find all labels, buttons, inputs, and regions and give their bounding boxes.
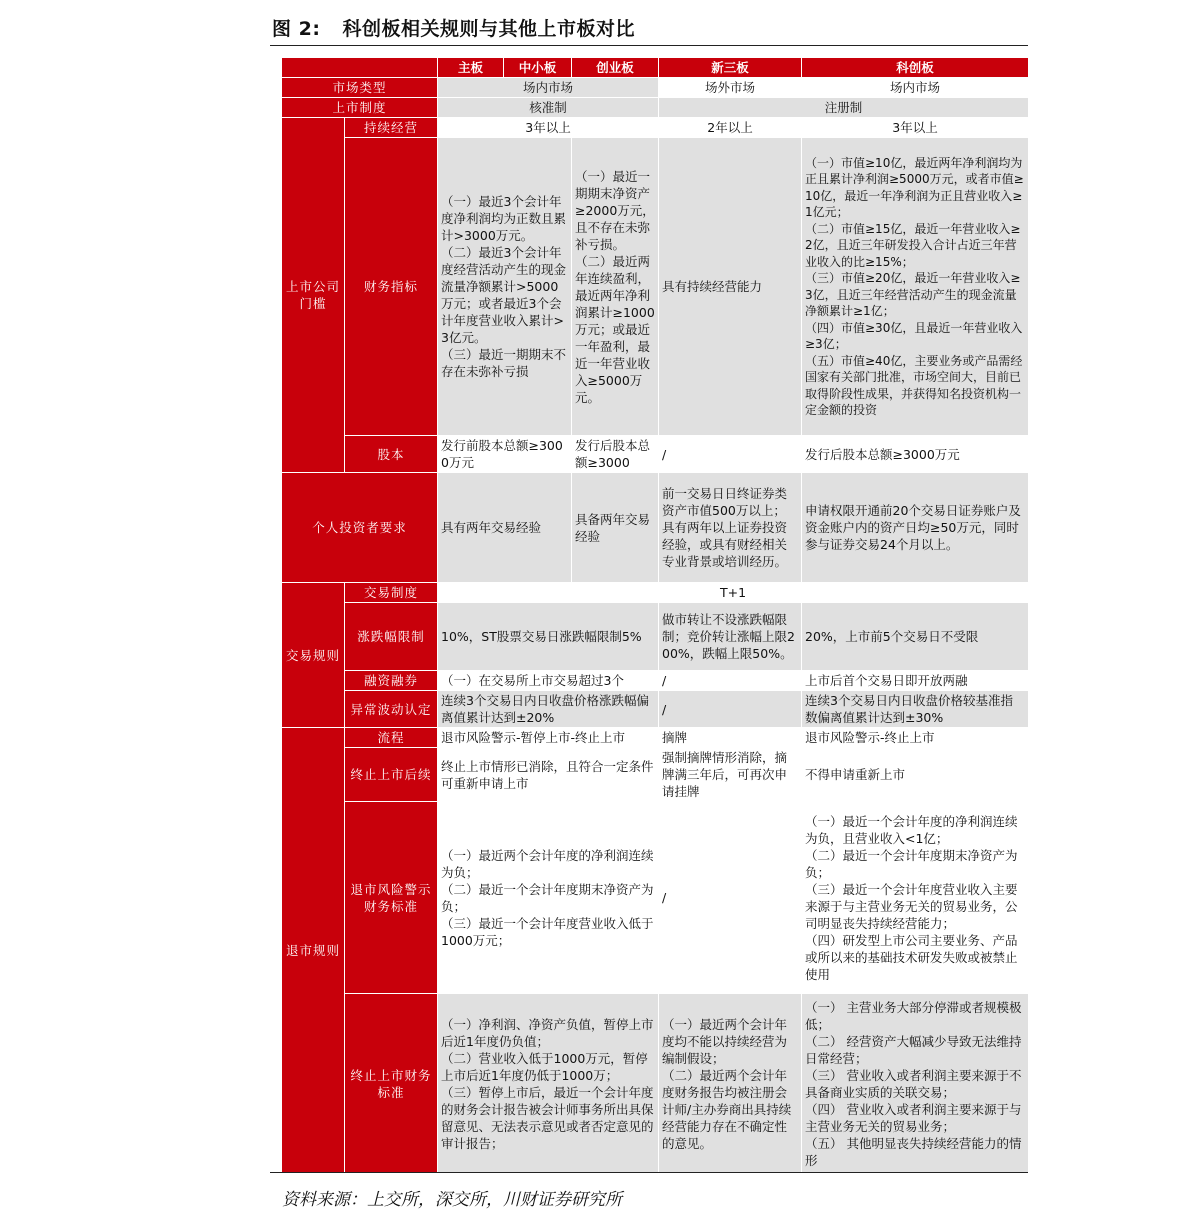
row-trading-system: [282, 583, 1029, 603]
figure-title-text: 科创板相关规则与其他上市板对比: [342, 18, 635, 40]
comparison-table: [281, 57, 1029, 1174]
cell-after-main: 终止上市情形已消除，且符合一定条件可重新申请上市: [438, 748, 659, 802]
label-price-limit: 涨跌幅限制: [345, 603, 438, 671]
cell-continuous-neeq: 2年以上: [659, 118, 802, 138]
cell-after-star: 不得申请重新上市: [802, 748, 1029, 802]
cell-listing-system-star: 注册制: [659, 98, 1029, 118]
cell-investor-star: 申请权限开通前20个交易日证券账户及资金账户内的资产日均≥50万元，同时参与证券交易24个月以上。: [802, 473, 1029, 583]
cell-investor-neeq: 前一交易日日终证券类资产市值500万以上；具有两年以上证券投资经验，或具有财经相关专业背景或培训经历。: [659, 473, 802, 583]
row-after-termination: [282, 748, 1029, 802]
cell-continuous-main: 3年以上: [438, 118, 659, 138]
row-termination-financial: [282, 994, 1029, 1174]
row-risk-warning: [282, 802, 1029, 994]
cell-financial-gem: （一）最近一期期末净资产≥2000万元，且不存在未弥补亏损。 （二）最近两年连续盈利，最近两年净利润累计≥1000万元；或最近一年盈利，最近一年营业收入≥5000万元。: [572, 138, 659, 436]
row-investor: [282, 473, 1029, 583]
label-listing-system: 上市制度: [282, 98, 438, 118]
cell-investor-main: 具有两年交易经验: [438, 473, 572, 583]
label-risk-warning: 退市风险警示财务标准: [345, 802, 438, 994]
label-threshold-group: 上市公司门槛: [282, 118, 345, 473]
cell-financial-star: （一）市值≥10亿，最近两年净利润均为正且累计净利润≥5000万元，或者市值≥10亿，最近一年净利润为正且营业收入≥1亿元； （二）市值≥15亿，最近一年营业收入≥2亿，且近三年研发投入合计占近三年营业收入的比≥15%； （三）市值≥20亿，最近一年营业收入≥3亿，且近三年经营活动产生的现金流量净额累计≥1亿； （四）市值≥30亿，且最近一年营业收入≥3亿； （五）市值≥40亿，主要业务或产品需经国家有关部门批准，市场空间大，目前已取得阶段性成果，并获得知名投资机构一定金额的投资: [802, 138, 1029, 436]
row-process: [282, 728, 1029, 748]
figure-number: 图 2:: [272, 18, 321, 40]
label-after-termination: 终止上市后续: [345, 748, 438, 802]
cell-termination-neeq: （一）最近两个会计年度均不能以持续经营为编制假设； （二）最近两个会计年度财务报告均被注册会计师/主办券商出具持续经营能力存在不确定性的意见。: [659, 994, 802, 1174]
row-financial: [282, 138, 1029, 436]
cell-termination-star: （一） 主营业务大部分停滞或者规模极低； （二） 经营资产大幅减少导致无法维持日常经营； （三） 营业收入或者利润主要来源于不具备商业实质的关联交易； （四） 营业收入或者利润主要来源于与主营业务无关的贸易业务； （五） 其他明显丧失持续经营能力的情形: [802, 994, 1029, 1174]
cell-risk-star: （一）最近一个会计年度的净利润连续为负，且营业收入<1亿； （二）最近一个会计年度期末净资产为负； （三）最近一个会计年度营业收入主要来源于与主营业务无关的贸易业务，公司明显丧失持续经营能力； （四）研发型上市公司主要业务、产品或所以来的基础技术研发失败或被禁止使用: [802, 802, 1029, 994]
row-continuous-operation: [282, 118, 1029, 138]
cell-price-limit-neeq: 做市转让不设涨跌幅限制；竞价转让涨幅上限200%，跌幅上限50%。: [659, 603, 802, 671]
label-financial: 财务指标: [345, 138, 438, 436]
cell-trading-system: T+1: [438, 583, 1029, 603]
top-rule: [270, 45, 1028, 46]
cell-process-main: 退市风险警示-暂停上市-终止上市: [438, 728, 659, 748]
row-listing-system: [282, 98, 1029, 118]
label-continuous-operation: 持续经营: [345, 118, 438, 138]
header-sme-board: 中小板: [504, 58, 572, 78]
cell-risk-neeq: /: [659, 802, 802, 994]
cell-process-neeq: 摘牌: [659, 728, 802, 748]
cell-investor-gem: 具备两年交易经验: [572, 473, 659, 583]
cell-share-gem: 发行后股本总额≥3000: [572, 436, 659, 473]
label-market-type: 市场类型: [282, 78, 438, 98]
label-trading-group: 交易规则: [282, 583, 345, 728]
table-header-row: [282, 58, 1029, 78]
cell-continuous-star: 3年以上: [802, 118, 1029, 138]
cell-financial-neeq: 具有持续经营能力: [659, 138, 802, 436]
label-process: 流程: [345, 728, 438, 748]
header-gem-board: 创业板: [572, 58, 659, 78]
row-margin: [282, 671, 1029, 691]
label-delisting-group: 退市规则: [282, 728, 345, 1174]
cell-process-star: 退市风险警示-终止上市: [802, 728, 1029, 748]
label-investor: 个人投资者要求: [282, 473, 438, 583]
cell-financial-main: （一）最近3个会计年度净利润均为正数且累计>3000万元。 （二）最近3个会计年度经营活动产生的现金流量净额累计>5000万元；或者最近3个会计年度营业收入累计>3亿元。 （三）最近一期期末不存在未弥补亏损: [438, 138, 572, 436]
figure-title: [272, 14, 635, 41]
source-note: 资料来源：上交所，深交所，川财证券研究所: [282, 1190, 622, 1210]
label-termination-financial: 终止上市财务标准: [345, 994, 438, 1174]
header-blank: [282, 58, 438, 78]
header-main-board: 主板: [438, 58, 504, 78]
cell-abnormal-star: 连续3个交易日内日收盘价格较基准指数偏离值累计达到±30%: [802, 691, 1029, 728]
bottom-rule: [270, 1172, 1028, 1173]
cell-termination-main: （一）净利润、净资产负值，暂停上市后近1年度仍负值； （二）营业收入低于1000万元，暂停上市后近1年度仍低于1000万； （三）暂停上市后，最近一个会计年度的财务会计报告被会计师事务所出具保留意见、无法表示意见或者否定意见的审计报告；: [438, 994, 659, 1174]
cell-listing-system-main: 核准制: [438, 98, 659, 118]
cell-risk-main: （一）最近两个会计年度的净利润连续为负； （二）最近一个会计年度期末净资产为负； （三）最近一个会计年度营业收入低于1000万元；: [438, 802, 659, 994]
cell-abnormal-main: 连续3个交易日内日收盘价格涨跌幅偏离值累计达到±20%: [438, 691, 659, 728]
row-share-capital: [282, 436, 1029, 473]
label-abnormal: 异常波动认定: [345, 691, 438, 728]
row-market-type: [282, 78, 1029, 98]
cell-margin-neeq: /: [659, 671, 802, 691]
cell-share-star: 发行后股本总额≥3000万元: [802, 436, 1029, 473]
row-abnormal: [282, 691, 1029, 728]
cell-market-type-main: 场内市场: [438, 78, 659, 98]
row-price-limit: [282, 603, 1029, 671]
cell-margin-main: （一）在交易所上市交易超过3个: [438, 671, 659, 691]
label-share-capital: 股本: [345, 436, 438, 473]
cell-margin-star: 上市后首个交易日即开放两融: [802, 671, 1029, 691]
label-trading-system: 交易制度: [345, 583, 438, 603]
cell-market-type-star: 场内市场: [802, 78, 1029, 98]
cell-after-neeq: 强制摘牌情形消除，摘牌满三年后，可再次申请挂牌: [659, 748, 802, 802]
cell-market-type-neeq: 场外市场: [659, 78, 802, 98]
cell-abnormal-neeq: /: [659, 691, 802, 728]
label-margin: 融资融券: [345, 671, 438, 691]
header-neeq: 新三板: [659, 58, 802, 78]
cell-price-limit-star: 20%，上市前5个交易日不受限: [802, 603, 1029, 671]
cell-share-neeq: /: [659, 436, 802, 473]
cell-price-limit-main: 10%，ST股票交易日涨跌幅限制5%: [438, 603, 659, 671]
header-star-market: 科创板: [802, 58, 1029, 78]
cell-share-main: 发行前股本总额≥3000万元: [438, 436, 572, 473]
